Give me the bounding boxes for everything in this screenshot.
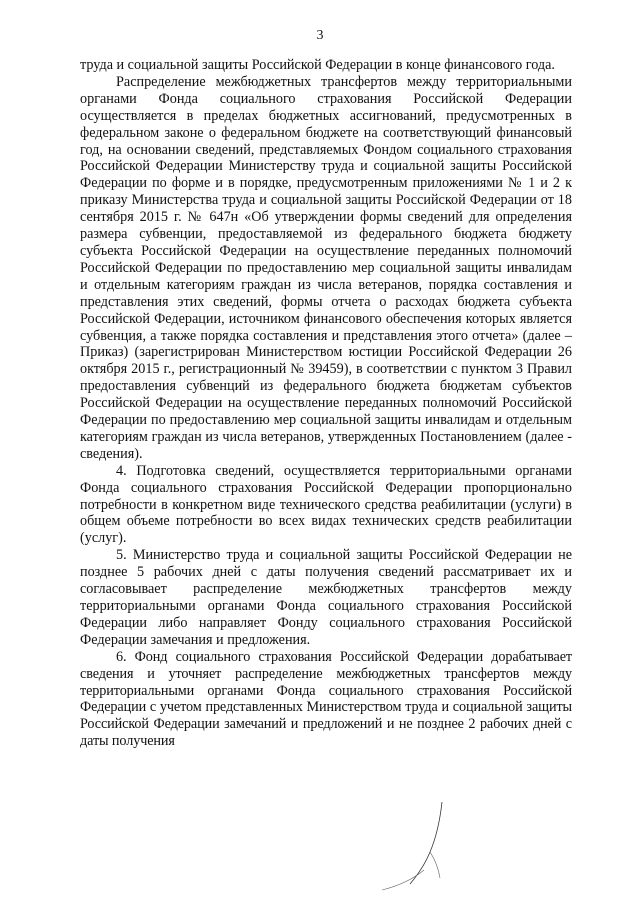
paragraph-item-4: 4. Подготовка сведений, осуществляется территориальными органами Фонда социального страхования Российской Федерации пропорционально потребности в конкретном виде технического средства реабилитации (услуги) в общем объеме потребности во всех видах технических средств реабилитации (услуг).: [80, 462, 572, 547]
paragraph-item-6: 6. Фонд социального страхования Российской Федерации дорабатывает сведения и уточняет распределение межбюджетных трансфертов между территориальными органами Фонда социального страхования Российской Федерации с учетом представленных Министерством труда и социальной защиты Российской Федерации замечаний и предложений и не позднее 2 рабочих дней с даты получения: [80, 648, 572, 750]
page-number: 3: [316, 28, 324, 43]
document-body: [80, 57, 572, 750]
paragraph-item-5: 5. Министерство труда и социальной защиты Российской Федерации не позднее 5 рабочих дней с даты получения сведений рассматривает их и согласовывает распределение межбюджетных трансфертов между территориальными органами Фонда социального страхования Российской Федерации либо направляет Фонду социального страхования Российской Федерации замечания и предложения.: [80, 547, 572, 648]
paragraph-continuation: труда и социальной защиты Российской Федерации в конце финансового года.: [80, 57, 555, 73]
signature-mark: [380, 800, 500, 895]
paragraph-distribution: Распределение межбюджетных трансфертов между территориальными органами Фонда социального страхования Российской Федерации осуществляется в пределах бюджетных ассигнований, предусмотренных в федеральном законе о федеральном бюджете на соответствующий финансовый год, на основании сведений, представляемых Фондом социального страхования Российской Федерации Министерству труда и социальной защиты Российской Федерации по форме и в порядке, предусмотренным приложениями № 1 и 2 к приказу Министерства труда и социальной защиты Российской Федерации от 18 сентября 2015 г. № 647н «Об утверждении формы сведений для определения размера субвенции, предоставляемой из федерального бюджета бюджету субъекта Российской Федерации на осуществление переданных полномочий Российской Федерации по предоставлению мер социальной защиты инвалидам и отдельным категориям граждан из числа ветеранов, порядка составления и представления этих сведений, формы отчета о расходах бюджета субъекта Российской Федерации, источником финансового обеспечения которых является субвенция, а также порядка составления и представления этого отчета» (далее – Приказ) (зарегистрирован Министерством юстиции Российской Федерации 26 октября 2015 г., регистрационный № 39459), в соответствии с пунктом 3 Правил предоставления субвенций из федерального бюджета бюджетам субъектов Российской Федерации на осуществление переданных полномочий Российской Федерации по предоставлению мер социальной защиты инвалидам и отдельным категориям граждан из числа ветеранов, утвержденных Постановлением (далее - сведения).: [80, 73, 572, 462]
